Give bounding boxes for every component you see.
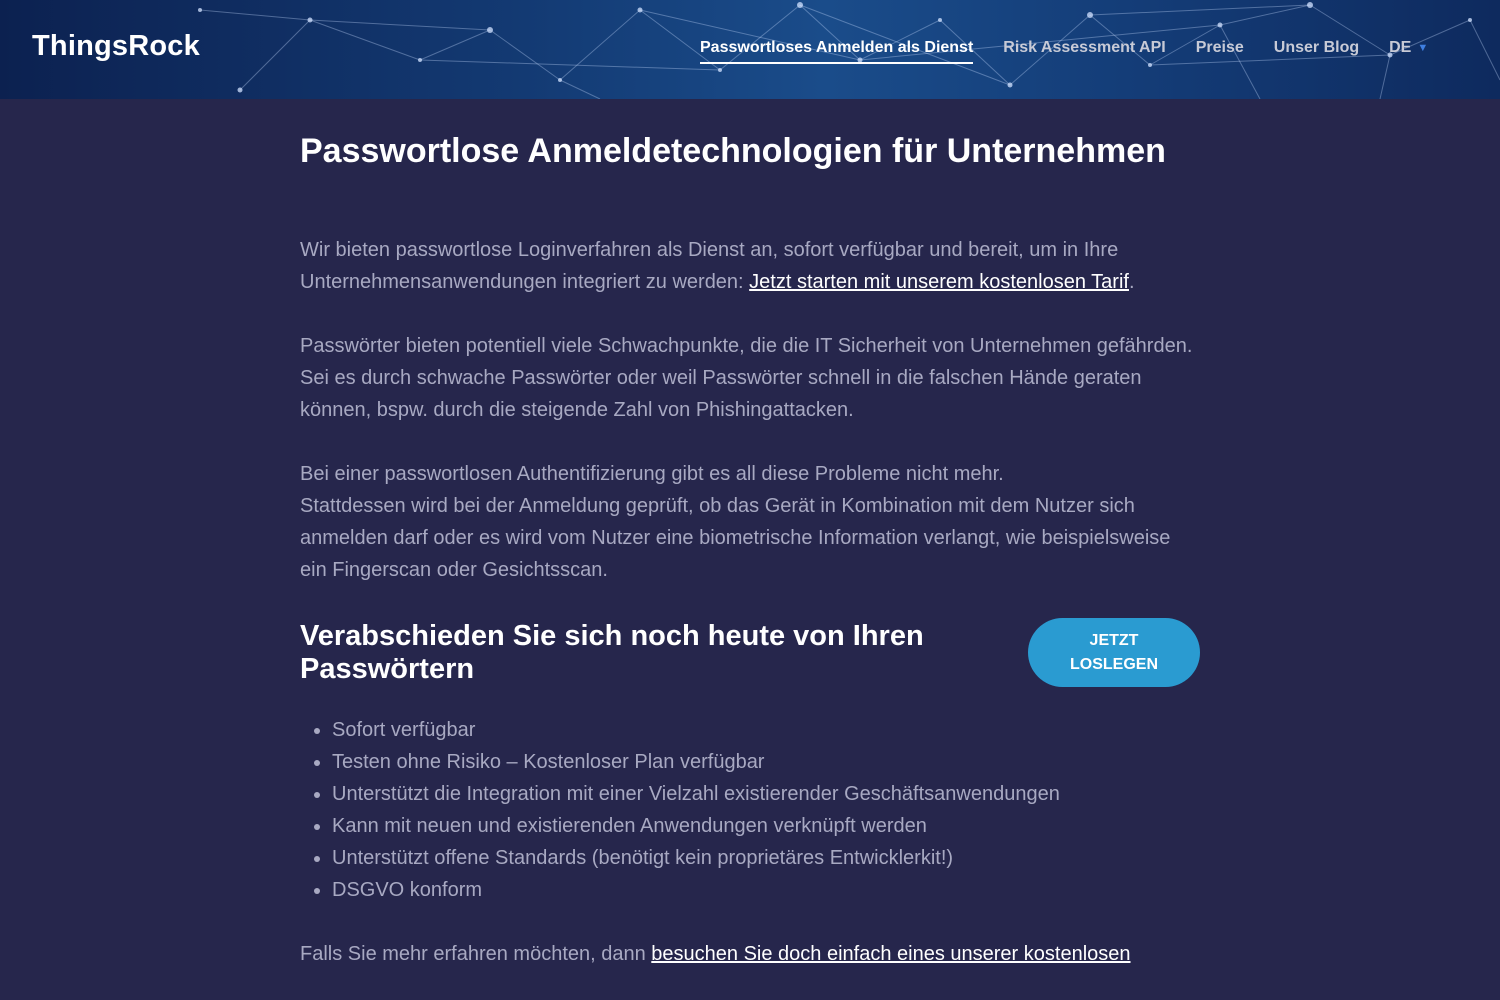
list-item: • DSGVO konform: [332, 874, 1200, 906]
nav-item-preise[interactable]: Preise: [1195, 39, 1244, 56]
list-item: • Testen ohne Risiko – Kostenloser Plan verfügbar: [332, 746, 1200, 778]
list-item: • Unterstützt offene Standards (benötigt kein proprietäres Entwicklerkit!): [332, 842, 1200, 874]
site-header: [0, 0, 1500, 99]
outro-paragraph: [300, 938, 1200, 970]
outro-text: Falls Sie mehr erfahren möchten, dann: [300, 943, 652, 965]
passwordless-paragraph: [300, 458, 1200, 586]
nav-item-risk-assessment-api[interactable]: Risk Assessment API: [1003, 39, 1166, 56]
intro-text: Wir bieten passwortlose Loginverfahren als Dienst an, sofort verfügbar und bereit, um in Ihre Unternehmensanwendungen integriert zu werden:: [300, 239, 1119, 293]
site-logo[interactable]: ThingsRock: [32, 30, 200, 62]
nav-item-passwortloses-anmelden[interactable]: Passwortloses Anmelden als Dienst: [700, 39, 973, 64]
passwordless-line-2: Stattdessen wird bei der Anmeldung geprüft, ob das Gerät in Kombination mit dem Nutzer sich anmelden darf oder es wird vom Nutzer eine biometrische Information verlangt, wie beispielsweise ein Fingerscan oder Gesichtsscan.: [300, 495, 1171, 581]
free-plan-link[interactable]: Jetzt starten mit unserem kostenlosen Tarif: [749, 271, 1129, 293]
list-item: • Kann mit neuen und existierenden Anwendungen verknüpft werden: [332, 810, 1200, 842]
language-selector[interactable]: [1389, 39, 1428, 57]
intro-after: .: [1128, 271, 1135, 293]
caret-down-icon: ▼: [1417, 42, 1429, 54]
intro-paragraph: [300, 234, 1200, 298]
language-label: DE: [1389, 39, 1412, 56]
list-item: • Sofort verfügbar: [332, 714, 1200, 746]
main-content: [300, 99, 1200, 970]
main-navigation: [700, 39, 1428, 64]
cta-section: [300, 618, 1200, 698]
get-started-button[interactable]: JETZT LOSLEGEN: [1028, 618, 1200, 687]
nav-item-blog[interactable]: Unser Blog: [1273, 39, 1360, 56]
section-heading: Verabschieden Sie sich noch heute von Ihren Passwörtern: [300, 620, 924, 685]
free-event-link[interactable]: besuchen Sie doch einfach eines unserer kostenlosen: [651, 943, 1131, 965]
list-item: • Unterstützt die Integration mit einer Vielzahl existierender Geschäftsanwendungen: [332, 778, 1200, 810]
password-risks-paragraph: Passwörter bieten potentiell viele Schwachpunkte, die die IT Sicherheit von Unternehmen gefährden. Sei es durch schwache Passwörter oder weil Passwörter schnell in die falschen Hände geraten können, bspw. durch die steigende Zahl von Phishingattacken.: [300, 335, 1193, 421]
feature-list: [300, 714, 1200, 906]
page-title: Passwortlose Anmeldetechnologien für Unternehmen: [300, 132, 1166, 170]
passwordless-line-1: Bei einer passwortlosen Authentifizierung gibt es all diese Probleme nicht mehr.: [300, 463, 1004, 485]
